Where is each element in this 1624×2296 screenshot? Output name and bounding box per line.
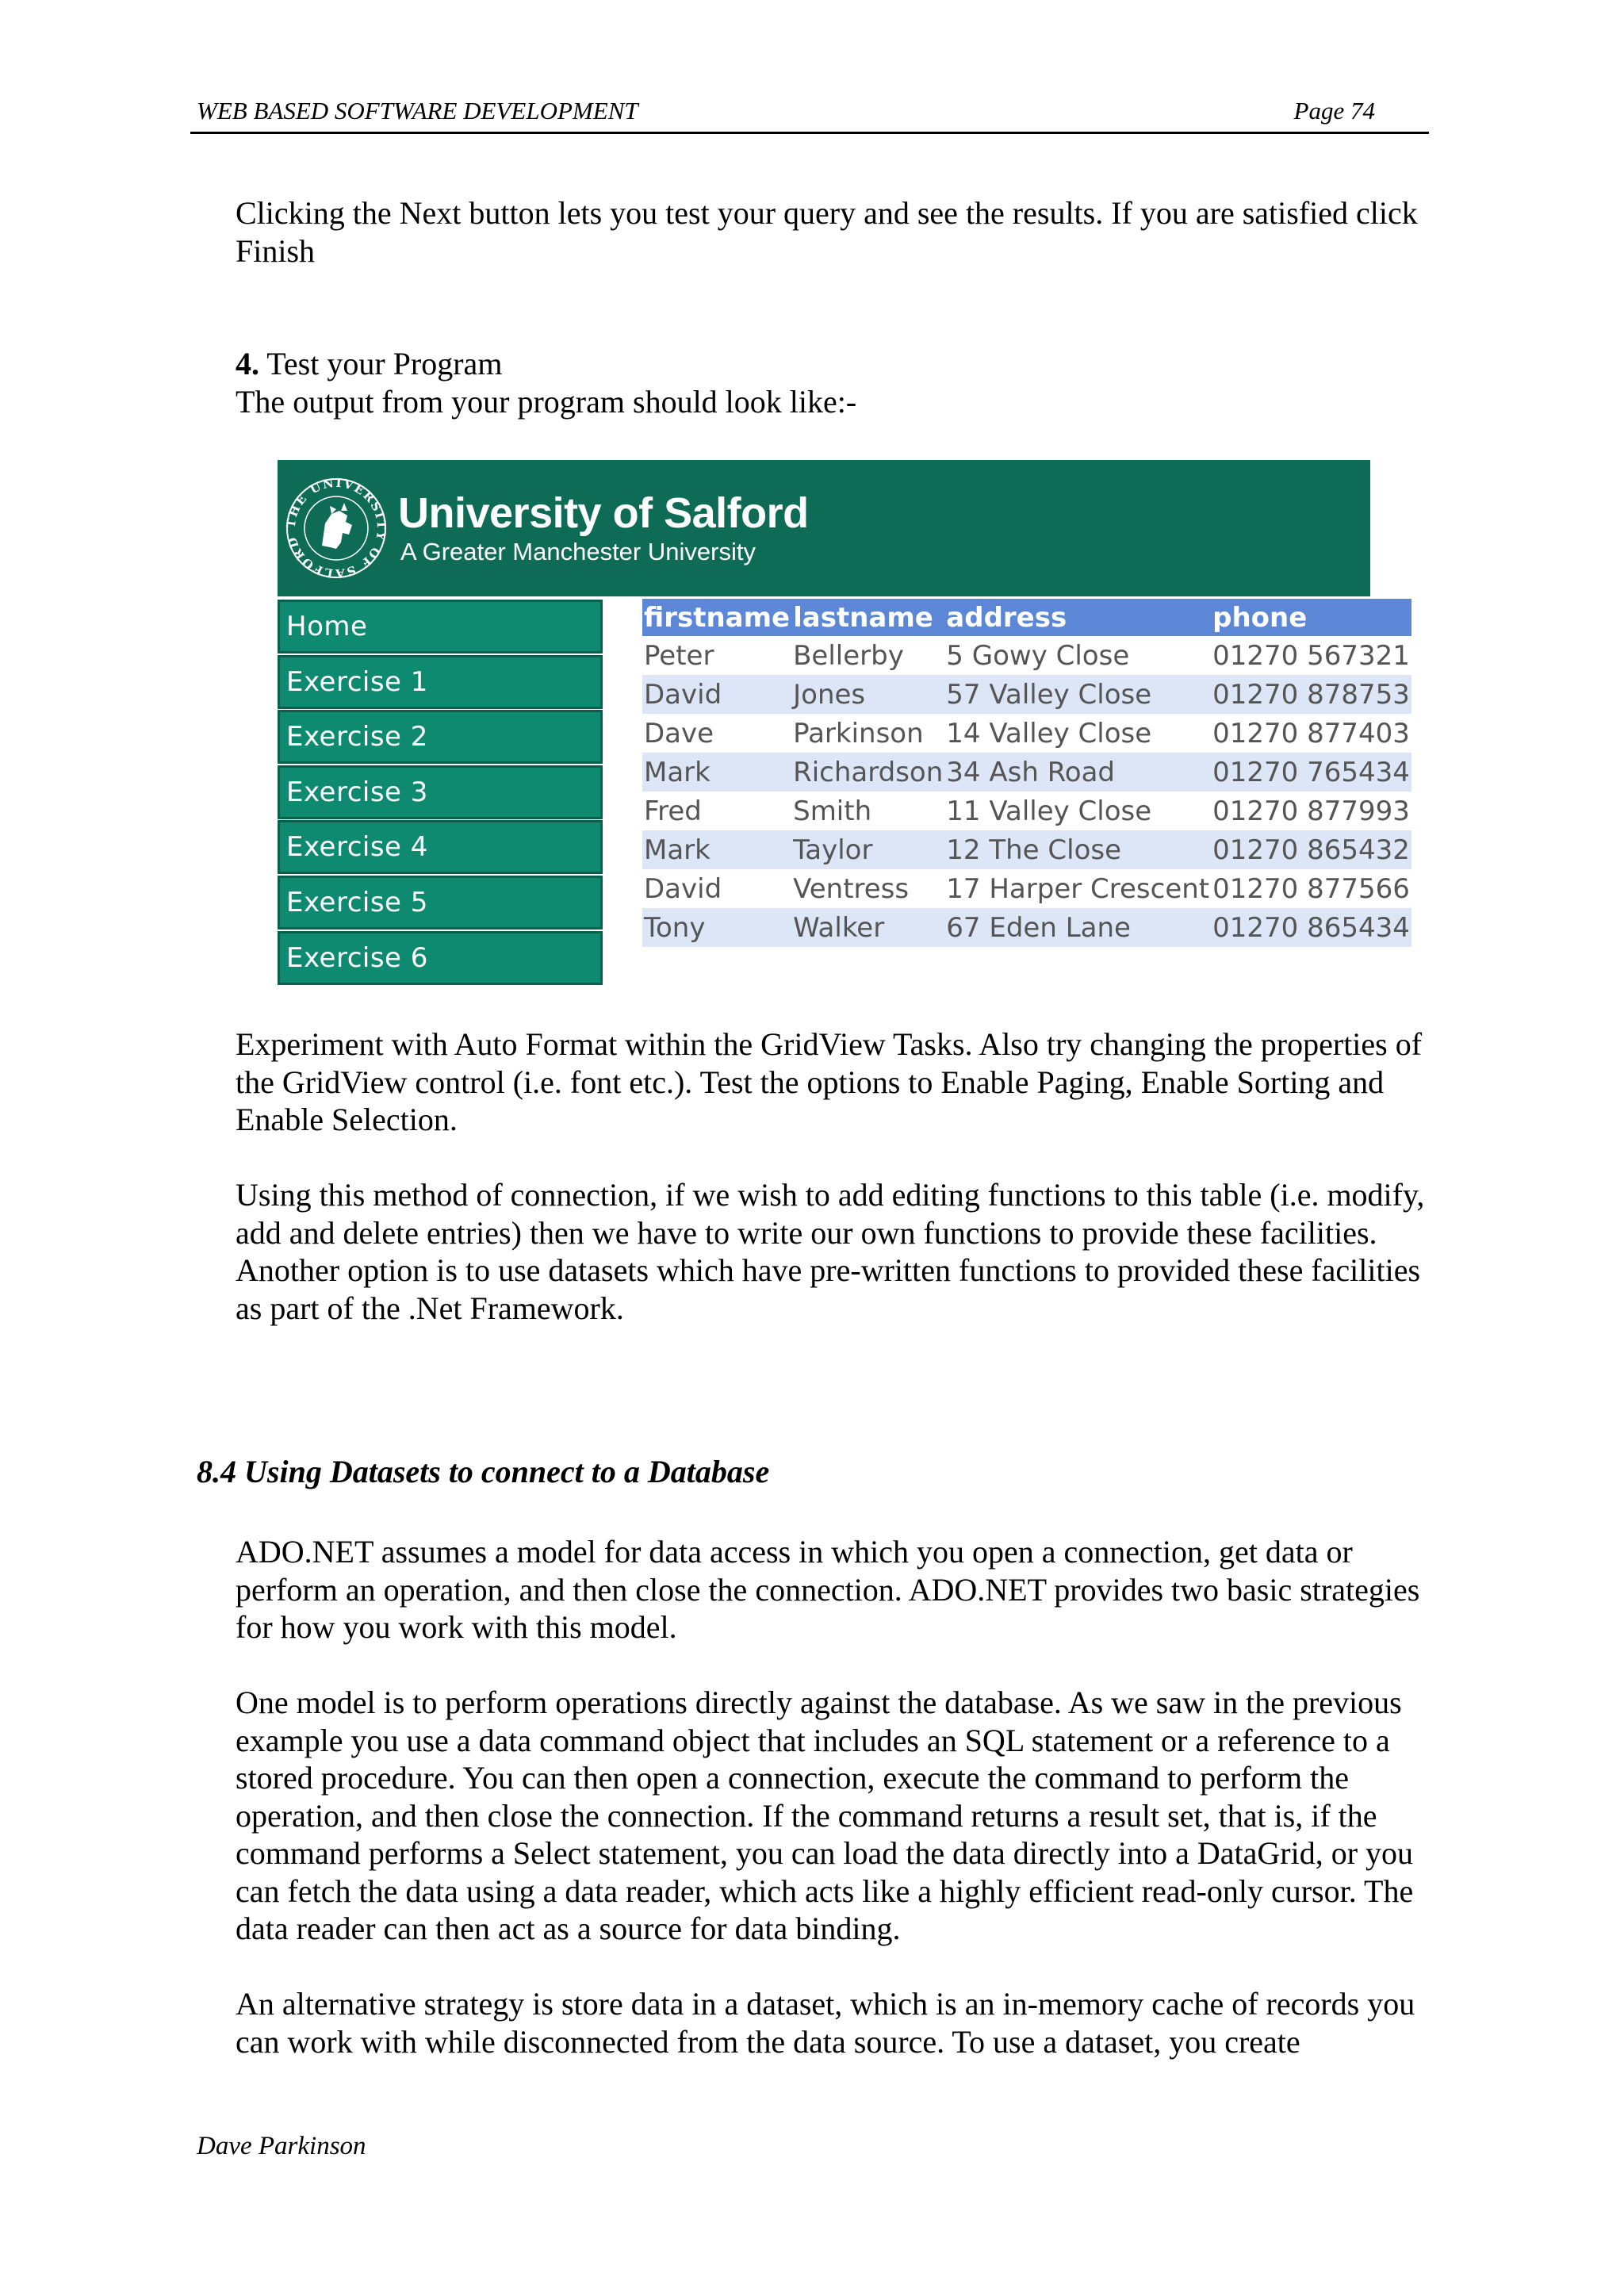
menu-item-exercise-5[interactable]: Exercise 5 <box>278 876 603 930</box>
cell-lastname: Ventress <box>793 872 910 905</box>
column-header-address: address <box>944 599 1211 636</box>
step-title: Test your Program <box>259 346 503 381</box>
cell-phone: 01270 865432 <box>1211 830 1411 869</box>
table-row <box>642 830 1411 869</box>
menu-item-exercise-4[interactable]: Exercise 4 <box>278 820 603 874</box>
cell-firstname: David <box>642 675 791 714</box>
page-header <box>190 94 1429 134</box>
university-seal-icon <box>284 476 389 581</box>
cell-phone: 01270 765434 <box>1211 753 1411 792</box>
svg-text:THE UNIVERSITY OF SALFORD: THE UNIVERSITY OF SALFORD <box>284 476 389 581</box>
cell-address: 67 Eden Lane <box>944 908 1211 947</box>
column-header-firstname: firstname <box>642 599 791 636</box>
table-row <box>642 753 1411 792</box>
university-banner <box>278 460 1370 596</box>
cell-lastname: Bellerby <box>793 639 904 672</box>
university-tagline: A Greater Manchester University <box>400 538 756 565</box>
cell-firstname: Peter <box>644 639 714 672</box>
page-footer-author: Dave Parkinson <box>197 2132 366 2160</box>
cell-lastname: Jones <box>791 675 944 714</box>
cell-phone: 01270 865434 <box>1211 908 1411 947</box>
menu-item-exercise-6[interactable]: Exercise 6 <box>278 931 603 985</box>
table-row <box>642 792 1411 830</box>
table-row <box>642 675 1411 714</box>
paragraph-ado-net-model: ADO.NET assumes a model for data access in which you open a connection, get data or perform an operation, and then close the connection. ADO.NET provides two basic strategies for how you work with this model. <box>236 1534 1420 1645</box>
cell-phone: 01270 878753 <box>1211 675 1411 714</box>
menu-item-exercise-1[interactable]: Exercise 1 <box>278 655 603 709</box>
cell-address: 14 Valley Close <box>946 717 1152 749</box>
table-row <box>642 714 1411 753</box>
paragraph-next-button: Clicking the Next button lets you test your query and see the results. If you are satisfied click Finish <box>236 195 1418 269</box>
table-row <box>642 869 1411 908</box>
cell-address: 57 Valley Close <box>944 675 1211 714</box>
cell-lastname: Richardson <box>791 753 944 792</box>
gridview-table <box>642 599 1411 947</box>
cell-phone: 01270 567321 <box>1212 639 1410 672</box>
cell-phone: 01270 877403 <box>1212 717 1410 749</box>
paragraph-dataset-strategy: An alternative strategy is store data in a dataset, which is an in-memory cache of records you can work with while disconnected from the data source. To use a dataset, you create <box>236 1986 1415 2060</box>
step-description: The output from your program should look like:- <box>236 383 857 420</box>
menu-item-exercise-2[interactable]: Exercise 2 <box>278 710 603 764</box>
cell-address: 11 Valley Close <box>946 795 1152 827</box>
cell-firstname: Fred <box>644 795 702 827</box>
cell-phone: 01270 877566 <box>1212 872 1410 905</box>
cell-address: 12 The Close <box>944 830 1211 869</box>
table-row <box>642 636 1411 675</box>
paragraph-auto-format: Experiment with Auto Format within the GridView Tasks. Also try changing the properties of the GridView control (i.e. font etc.). Test the options to Enable Paging, Enable Sorting and Enable Selection. <box>236 1026 1423 1137</box>
step-heading <box>236 345 1441 420</box>
paragraph-editing-functions: Using this method of connection, if we wish to add editing functions to this table (i.e. modify, add and delete entries) then we have to write our own functions to provide these facilities. Another option is to use datasets which have pre-written functions to provided these facilities as part of the .Net Framework. <box>236 1177 1425 1326</box>
cell-firstname: David <box>644 872 722 905</box>
document-title: WEB BASED SOFTWARE DEVELOPMENT <box>197 97 638 125</box>
grid-body <box>642 636 1411 947</box>
cell-lastname: Smith <box>793 795 872 827</box>
table-row <box>642 908 1411 947</box>
cell-firstname: Tony <box>642 908 791 947</box>
grid-header-row <box>642 599 1411 636</box>
university-name: University of Salford <box>398 489 809 537</box>
cell-address: 5 Gowy Close <box>946 639 1130 672</box>
cell-lastname: Parkinson <box>793 717 924 749</box>
section-heading: 8.4 Using Datasets to connect to a Database <box>197 1454 770 1489</box>
cell-firstname: Mark <box>642 753 791 792</box>
program-output-screenshot <box>278 460 1410 990</box>
cell-phone: 01270 877993 <box>1212 795 1410 827</box>
cell-address: 17 Harper Crescent <box>946 872 1210 905</box>
column-header-lastname: lastname <box>791 599 944 636</box>
cell-firstname: Dave <box>644 717 714 749</box>
menu-item-home[interactable]: Home <box>278 600 603 654</box>
nav-menu <box>278 600 603 986</box>
cell-lastname: Taylor <box>791 830 944 869</box>
paragraph-direct-operations: One model is to perform operations directly against the database. As we saw in the previous example you use a data command object that includes an SQL statement or a reference to a stored procedure. You can then open a connection, execute the command to perform the operation, and then close the connection. If the command returns a result set, that is, if the command performs a Select statement, you can load the data directly into a DataGrid, or you can fetch the data using a data reader, which acts like a highly efficient read-only cursor. The data reader can then act as a source for data binding. <box>236 1685 1414 1946</box>
column-header-phone: phone <box>1211 599 1411 636</box>
cell-address: 34 Ash Road <box>944 753 1211 792</box>
cell-lastname: Walker <box>791 908 944 947</box>
page-number: Page 74 <box>1293 97 1375 125</box>
menu-item-exercise-3[interactable]: Exercise 3 <box>278 765 603 819</box>
step-number: 4. <box>236 346 259 381</box>
cell-firstname: Mark <box>642 830 791 869</box>
